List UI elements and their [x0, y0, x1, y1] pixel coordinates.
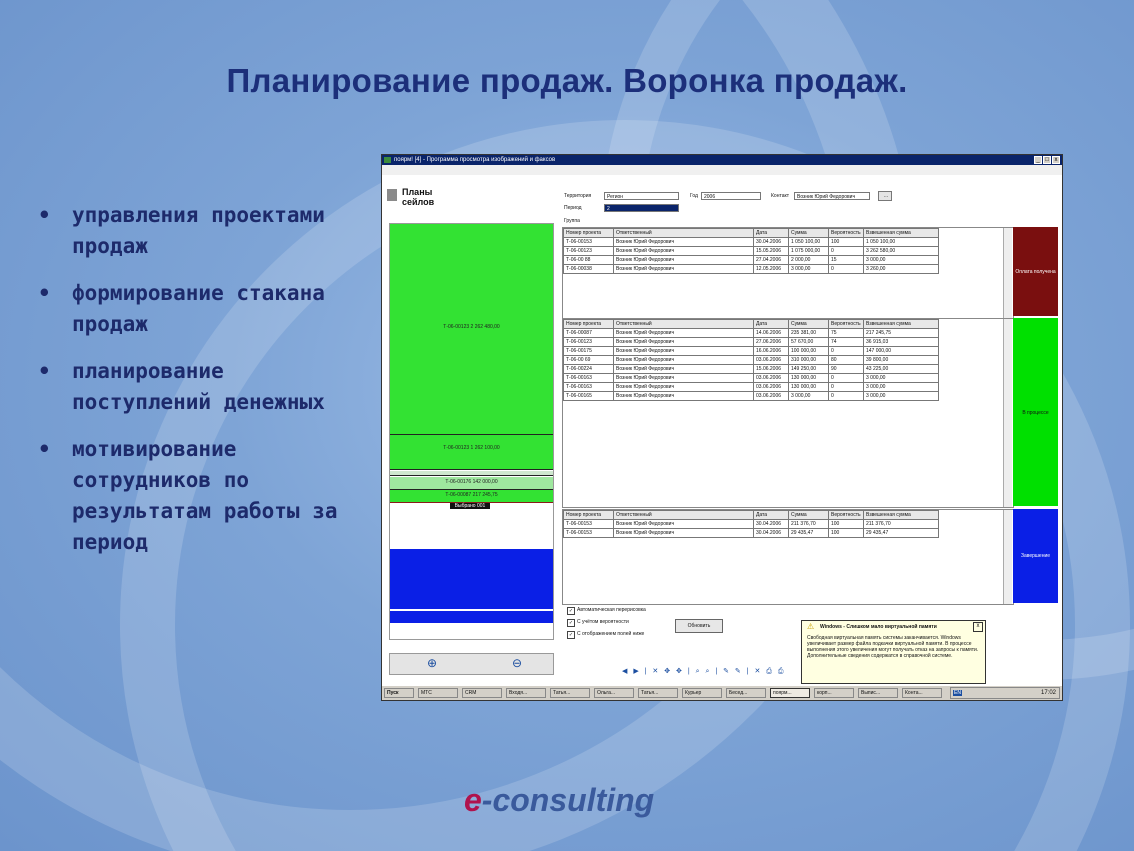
bullet-dot: •	[38, 281, 51, 305]
app-icon	[384, 157, 391, 163]
bullet-text: управления проектами продаж	[72, 203, 325, 258]
table-cell: Возник Юрий Федорович	[614, 374, 754, 383]
table-cell: 100 000,00	[789, 347, 829, 356]
funnel-segment[interactable]	[390, 611, 553, 623]
scrollbar[interactable]	[1003, 319, 1012, 507]
bullet-text: планирование поступлений денежных	[72, 359, 325, 414]
table-cell: 130 000,00	[789, 374, 829, 383]
table-cell: Возник Юрий Федорович	[614, 338, 754, 347]
stage-label: В процессе	[1022, 410, 1049, 416]
period-select[interactable]: 2	[604, 204, 679, 212]
column-header[interactable]: Вероятность	[829, 511, 864, 520]
stage-table-paid	[562, 227, 1014, 319]
table-cell: 100	[829, 520, 864, 529]
table-row[interactable]	[564, 238, 939, 247]
table-cell: 3 000,00	[789, 265, 829, 274]
table-cell: 100	[829, 238, 864, 247]
column-header[interactable]: Номер проекта	[564, 511, 614, 520]
table-header-row	[564, 229, 939, 238]
year-label: Год	[690, 193, 698, 199]
table-cell: 30.04.2006	[754, 238, 789, 247]
taskbar-button[interactable]: МТС	[418, 688, 458, 698]
table-cell: Т-06-00153	[564, 529, 614, 538]
table-cell: 03.06.2006	[754, 374, 789, 383]
taskbar-button[interactable]: Конта...	[902, 688, 942, 698]
table-cell: Возник Юрий Федорович	[614, 383, 754, 392]
window-title: поярм! [4] - Программа просмотра изображений и факсов	[394, 157, 556, 163]
table-row[interactable]	[564, 383, 939, 392]
taskbar-button[interactable]: Ольга...	[594, 688, 634, 698]
table-cell: 0	[829, 247, 864, 256]
table-cell: 0	[829, 265, 864, 274]
table-cell: 43 225,00	[864, 365, 939, 374]
column-header[interactable]: Дата	[754, 229, 789, 238]
column-header[interactable]: Сумма	[789, 320, 829, 329]
table-row[interactable]	[564, 329, 939, 338]
table-cell: 29 435,47	[789, 529, 829, 538]
table-cell: 57 670,00	[789, 338, 829, 347]
zoom-toolbar	[389, 653, 554, 675]
table-cell: Возник Юрий Федорович	[614, 529, 754, 538]
table-cell: Т-06-00163	[564, 374, 614, 383]
funnel-segment[interactable]	[390, 477, 553, 490]
column-header[interactable]: Сумма	[789, 511, 829, 520]
app-window	[381, 154, 1063, 701]
close-button[interactable]: x	[1052, 156, 1060, 164]
stage-bar-paid[interactable]	[1013, 227, 1058, 316]
slide-title: Планирование продаж. Воронка продаж.	[226, 62, 908, 99]
table-cell: 16.06.2006	[754, 347, 789, 356]
left-panel-title: Планы сейлов	[402, 187, 435, 207]
table-row[interactable]	[564, 520, 939, 529]
table-cell: 1 050 100,00	[864, 238, 939, 247]
table-cell: 30.04.2006	[754, 529, 789, 538]
taskbar-button[interactable]: Татья...	[638, 688, 678, 698]
table-cell: 15.06.2006	[754, 365, 789, 374]
taskbar-button[interactable]: корп...	[814, 688, 854, 698]
table-cell: Возник Юрий Федорович	[614, 392, 754, 401]
left-panel	[384, 183, 560, 670]
contact-select[interactable]: Возник Юрий Федорович	[794, 192, 870, 200]
stage-bar-done[interactable]	[1013, 509, 1058, 603]
table-cell: 30.04.2006	[754, 520, 789, 529]
table-cell: Т-06-00123	[564, 247, 614, 256]
checkbox[interactable]: ✓	[568, 620, 574, 626]
table-cell: Возник Юрий Федорович	[614, 238, 754, 247]
contact-label: Контакт	[771, 193, 790, 199]
scrollbar[interactable]	[1003, 228, 1012, 318]
taskbar-button[interactable]: Выпис...	[858, 688, 898, 698]
funnel-label: Выбрано 001 262	[454, 503, 486, 515]
table-cell: 0	[829, 374, 864, 383]
column-header[interactable]: Ответственный	[614, 511, 754, 520]
table-cell: 100	[829, 529, 864, 538]
zoom-in-icon[interactable]: ⊕	[426, 656, 438, 670]
stage-label: Завершение	[1020, 553, 1051, 559]
funnel-segment[interactable]	[390, 435, 553, 470]
table-header-row	[564, 320, 939, 329]
table-cell: Возник Юрий Федорович	[614, 329, 754, 338]
table-row[interactable]	[564, 265, 939, 274]
bullet-list	[38, 200, 368, 574]
funnel-segment[interactable]	[390, 549, 553, 609]
table-cell: 3 260,00	[864, 265, 939, 274]
table-cell: 03.06.2006	[754, 383, 789, 392]
table-cell: 211 376,70	[864, 520, 939, 529]
table-cell: 36 915,03	[864, 338, 939, 347]
start-button[interactable]: Пуск	[384, 688, 414, 698]
bullet-text: формирование стакана продаж	[72, 281, 325, 336]
table-row[interactable]	[564, 365, 939, 374]
projects-table	[563, 228, 939, 274]
column-header[interactable]: Сумма	[789, 229, 829, 238]
funnel-segment[interactable]	[390, 490, 553, 503]
bullet-item	[38, 356, 368, 418]
projects-table	[563, 319, 939, 401]
table-cell: 149 250,00	[789, 365, 829, 374]
taskbar-button[interactable]: Курьер	[682, 688, 722, 698]
table-cell: Возник Юрий Федорович	[614, 256, 754, 265]
column-header[interactable]: Номер проекта	[564, 229, 614, 238]
logo-text: -consulting	[481, 782, 655, 818]
table-row[interactable]	[564, 374, 939, 383]
column-header[interactable]: Номер проекта	[564, 320, 614, 329]
refresh-button[interactable]: Обновить	[675, 619, 723, 633]
company-logo	[464, 782, 654, 819]
logo-e: e	[464, 782, 482, 818]
table-cell: Возник Юрий Федорович	[614, 520, 754, 529]
table-cell: 1 075 000,00	[789, 247, 829, 256]
table-cell: 211 376,70	[789, 520, 829, 529]
checkbox[interactable]: ✓	[568, 608, 574, 614]
table-cell: Т-06-00175	[564, 347, 614, 356]
table-cell: 3 000,00	[864, 392, 939, 401]
table-cell: Т-06-00123	[564, 338, 614, 347]
table-cell: Т-06-00153	[564, 520, 614, 529]
column-header[interactable]: Взвешенная сумма	[864, 320, 939, 329]
funnel-label: Т-06-00123 1 262 100,00	[443, 445, 500, 451]
taskbar-button[interactable]: CRM	[462, 688, 502, 698]
column-header[interactable]: Вероятность	[829, 229, 864, 238]
table-row[interactable]	[564, 247, 939, 256]
stage-table-done	[562, 509, 1014, 605]
taskbar-button[interactable]: Бесед...	[726, 688, 766, 698]
table-cell: 12.05.2006	[754, 265, 789, 274]
bullet-dot: •	[38, 359, 51, 383]
stage-label: Оплата получена	[1015, 269, 1056, 275]
funnel-label: Т-06-00123 2 262 480,00	[443, 324, 500, 330]
table-row[interactable]	[564, 392, 939, 401]
table-cell: 74	[829, 338, 864, 347]
funnel-segment[interactable]	[390, 471, 553, 476]
table-cell: 235 381,00	[789, 329, 829, 338]
table-cell: 15	[829, 256, 864, 265]
group-label: Группа	[564, 218, 580, 224]
bullet-item	[38, 200, 368, 262]
table-cell: 3 000,00	[864, 256, 939, 265]
column-header[interactable]: Ответственный	[614, 229, 754, 238]
taskbar-button[interactable]: Татья...	[550, 688, 590, 698]
filter-bar	[564, 191, 1054, 215]
table-cell: 75	[829, 329, 864, 338]
column-header[interactable]: Взвешенная сумма	[864, 511, 939, 520]
table-cell: Т-06-00 69	[564, 356, 614, 365]
table-cell: Т-06-00163	[564, 383, 614, 392]
table-cell: 29 435,47	[864, 529, 939, 538]
table-cell: 2 000,00	[789, 256, 829, 265]
table-cell: Т-06-00224	[564, 365, 614, 374]
menu-bar	[382, 165, 1062, 175]
table-cell: 3 000,00	[864, 383, 939, 392]
table-header-row	[564, 511, 939, 520]
stage-table-in-progress	[562, 318, 1014, 508]
window-title-bar[interactable]	[382, 155, 1062, 165]
table-row[interactable]	[564, 256, 939, 265]
table-cell: 3 000,00	[789, 392, 829, 401]
notification-close-button[interactable]: x	[973, 622, 983, 632]
funnel-label: Т-06-00176 142 000,00	[445, 479, 498, 485]
table-cell: 130 000,00	[789, 383, 829, 392]
projects-table	[563, 510, 939, 538]
table-cell: 03.06.2006	[754, 392, 789, 401]
low-memory-notification[interactable]	[801, 620, 986, 684]
column-header[interactable]: Дата	[754, 511, 789, 520]
minimize-button[interactable]: _	[1034, 156, 1042, 164]
table-cell: 27.06.2006	[754, 338, 789, 347]
table-cell: Возник Юрий Федорович	[614, 265, 754, 274]
table-row[interactable]	[564, 347, 939, 356]
table-cell: 310 000,00	[789, 356, 829, 365]
table-cell: 3 262 580,00	[864, 247, 939, 256]
sales-funnel[interactable]	[389, 223, 554, 640]
table-cell: 0	[829, 347, 864, 356]
table-row[interactable]	[564, 529, 939, 538]
bullet-item	[38, 434, 368, 558]
checkbox-auto-redraw[interactable]	[567, 605, 797, 617]
scrollbar[interactable]	[1003, 510, 1012, 604]
territory-select[interactable]: Регион	[604, 192, 679, 200]
bullet-dot: •	[38, 203, 51, 227]
left-panel-header	[384, 183, 560, 219]
clock: 17:02	[1040, 690, 1056, 696]
table-cell: Возник Юрий Федорович	[614, 365, 754, 374]
checkbox-label: С отображением полей ниже	[577, 631, 645, 637]
table-cell: 80	[829, 356, 864, 365]
notification-body: Свободная виртуальная память системы заканчивается. Windows увеличивает размер файла подкачки виртуальной памяти. В процессе выполнения этого увеличения могут получать отказ на запросы к памяти. Дополнительные сведения содержатся в справочной системе.	[807, 635, 979, 659]
table-cell: 217 245,75	[864, 329, 939, 338]
territory-label: Территория	[564, 193, 592, 199]
column-header[interactable]: Ответственный	[614, 320, 754, 329]
viewer-toolbar[interactable]: ◀ ▶ | ✕ ✥ ✥ | ⌕ ⌕ | ✎ ✎ | ✕ ⎙ ⎙	[622, 668, 786, 675]
notification-title: Windows - Слишком мало виртуальной памяти	[820, 624, 937, 630]
table-cell: 03.06.2006	[754, 356, 789, 365]
language-indicator[interactable]: EN	[954, 690, 961, 696]
stage-bar-in-progress[interactable]	[1013, 318, 1058, 506]
table-row[interactable]	[564, 338, 939, 347]
table-cell: Т-06-00153	[564, 238, 614, 247]
table-cell: 0	[829, 392, 864, 401]
column-header[interactable]: Дата	[754, 320, 789, 329]
table-cell: 15.05.2006	[754, 247, 789, 256]
more-button[interactable]: ...	[878, 191, 892, 201]
bullet-dot: •	[38, 437, 51, 461]
taskbar-button[interactable]: Входя...	[506, 688, 546, 698]
warning-icon: ⚠	[807, 622, 815, 631]
column-header[interactable]: Вероятность	[829, 320, 864, 329]
table-cell: Т-06-00038	[564, 265, 614, 274]
table-cell: 27.04.2006	[754, 256, 789, 265]
table-cell: 0	[829, 383, 864, 392]
table-cell: 39 800,00	[864, 356, 939, 365]
checkbox[interactable]: ✓	[568, 632, 574, 638]
zoom-out-icon[interactable]: ⊖	[511, 656, 523, 670]
bullet-item	[38, 278, 368, 340]
funnel-segment[interactable]	[390, 224, 553, 435]
table-cell: 14.06.2006	[754, 329, 789, 338]
table-cell: Возник Юрий Федорович	[614, 356, 754, 365]
table-cell: Возник Юрий Федорович	[614, 247, 754, 256]
table-cell: Т-06-00 88	[564, 256, 614, 265]
table-cell: 147 000,00	[864, 347, 939, 356]
checkbox-label: С учётом вероятности	[577, 619, 629, 625]
maximize-button[interactable]: □	[1043, 156, 1051, 164]
checkbox-label: Автоматическая перерисовка	[577, 607, 646, 613]
taskbar-button[interactable]: поярм...	[770, 688, 810, 698]
column-header[interactable]: Взвешенная сумма	[864, 229, 939, 238]
table-row[interactable]	[564, 356, 939, 365]
table-cell: 90	[829, 365, 864, 374]
year-select[interactable]: 2006	[701, 192, 761, 200]
table-cell: Т-06-00165	[564, 392, 614, 401]
table-cell: Т-06-00087	[564, 329, 614, 338]
table-cell: Возник Юрий Федорович	[614, 347, 754, 356]
bullet-text: мотивирование сотрудников по результатам работы за период	[72, 437, 338, 554]
chart-icon	[387, 189, 397, 201]
system-tray	[950, 687, 1060, 699]
taskbar	[382, 685, 1062, 700]
period-label: Период	[564, 205, 582, 211]
funnel-label: Т-06-00087 217 245,75	[445, 492, 498, 498]
funnel-selected-tooltip	[450, 503, 490, 515]
table-cell: 1 050 100,00	[789, 238, 829, 247]
table-cell: 3 000,00	[864, 374, 939, 383]
